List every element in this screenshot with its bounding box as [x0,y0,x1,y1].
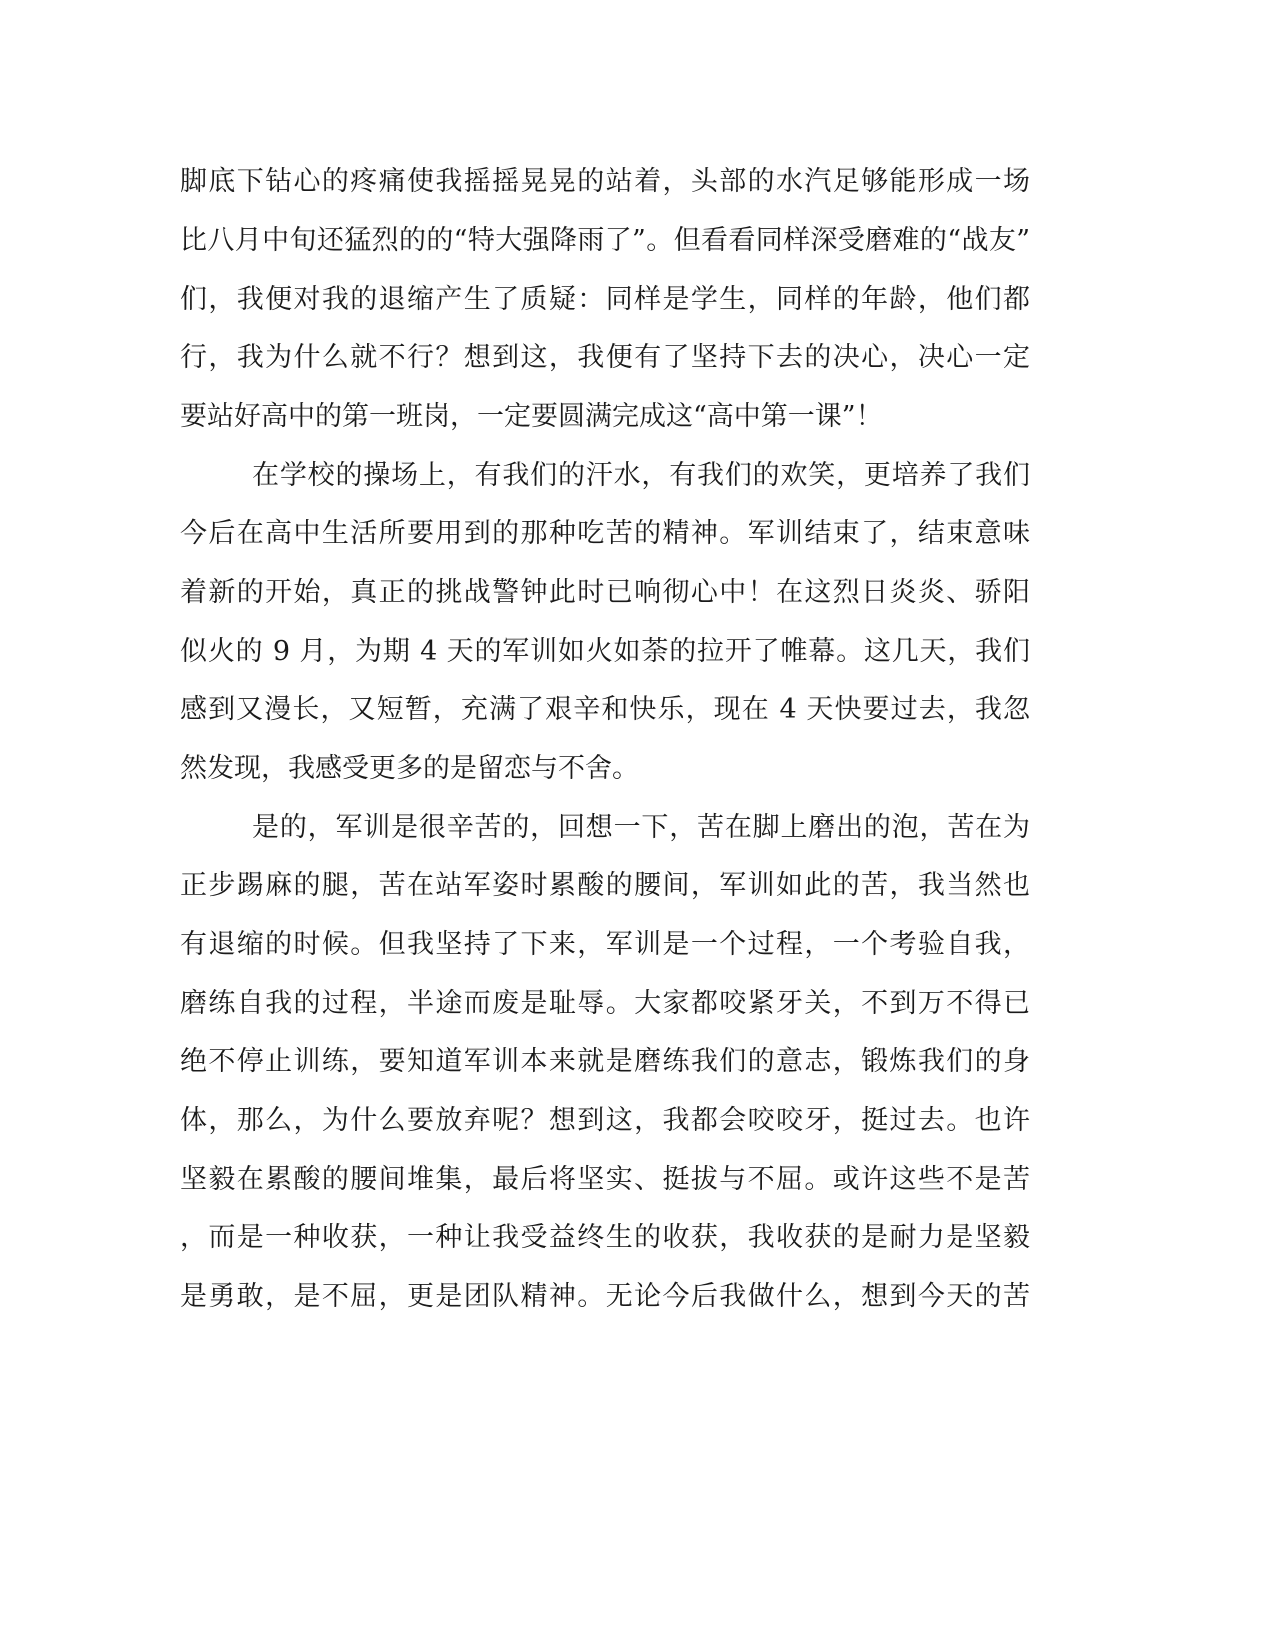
text-line: 脚底下钻心的疼痛使我摇摇晃晃的站着，头部的水汽足够能形成一场 [180,166,1030,197]
text-line: 今后在高中生活所要用到的那种吃苦的精神。军训结束了，结束意味 [180,518,1030,549]
text-line: 然发现，我感受更多的是留恋与不舍。 [180,753,639,784]
text-line: 比八月中旬还猛烈的的“特大强降雨了”。但看看同样深受磨难的“战友” [180,225,1030,256]
text-line: 体，那么，为什么要放弃呢？想到这，我都会咬咬牙，挺过去。也许 [180,1105,1030,1136]
text-line: ，而是一种收获，一种让我受益终生的收获，我收获的是耐力是坚毅 [180,1222,1030,1253]
text-line: 着新的开始，真正的挑战警钟此时已响彻心中！在这烈日炎炎、骄阳 [180,577,1030,608]
text-line: 们，我便对我的退缩产生了质疑：同样是学生，同样的年龄，他们都 [180,284,1030,315]
text-line: 似火的 9 月，为期 4 天的军训如火如荼的拉开了帷幕。这几天，我们 [180,636,1030,667]
paragraph-first-line: 是的，军训是很辛苦的，回想一下，苦在脚上磨出的泡，苦在为 [252,812,1030,843]
text-line: 磨练自我的过程，半途而废是耻辱。大家都咬紧牙关，不到万不得已 [180,988,1030,1019]
paragraph-first-line: 在学校的操场上，有我们的汗水，有我们的欢笑，更培养了我们 [252,460,1030,491]
text-line: 有退缩的时候。但我坚持了下来，军训是一个过程，一个考验自我， [180,929,1030,960]
text-line: 感到又漫长，又短暂，充满了艰辛和快乐，现在 4 天快要过去，我忽 [180,694,1030,725]
text-line: 坚毅在累酸的腰间堆集，最后将坚实、挺拔与不屈。或许这些不是苦 [180,1164,1030,1195]
text-line: 是勇敢，是不屈，更是团队精神。无论今后我做什么，想到今天的苦 [180,1281,1030,1312]
text-line: 行，我为什么就不行？想到这，我便有了坚持下去的决心，决心一定 [180,342,1030,373]
text-line: 绝不停止训练，要知道军训本来就是磨练我们的意志，锻炼我们的身 [180,1046,1030,1077]
text-line: 正步踢麻的腿，苦在站军姿时累酸的腰间，军训如此的苦，我当然也 [180,870,1030,901]
text-line: 要站好高中的第一班岗，一定要圆满完成这“高中第一课”！ [180,401,883,432]
